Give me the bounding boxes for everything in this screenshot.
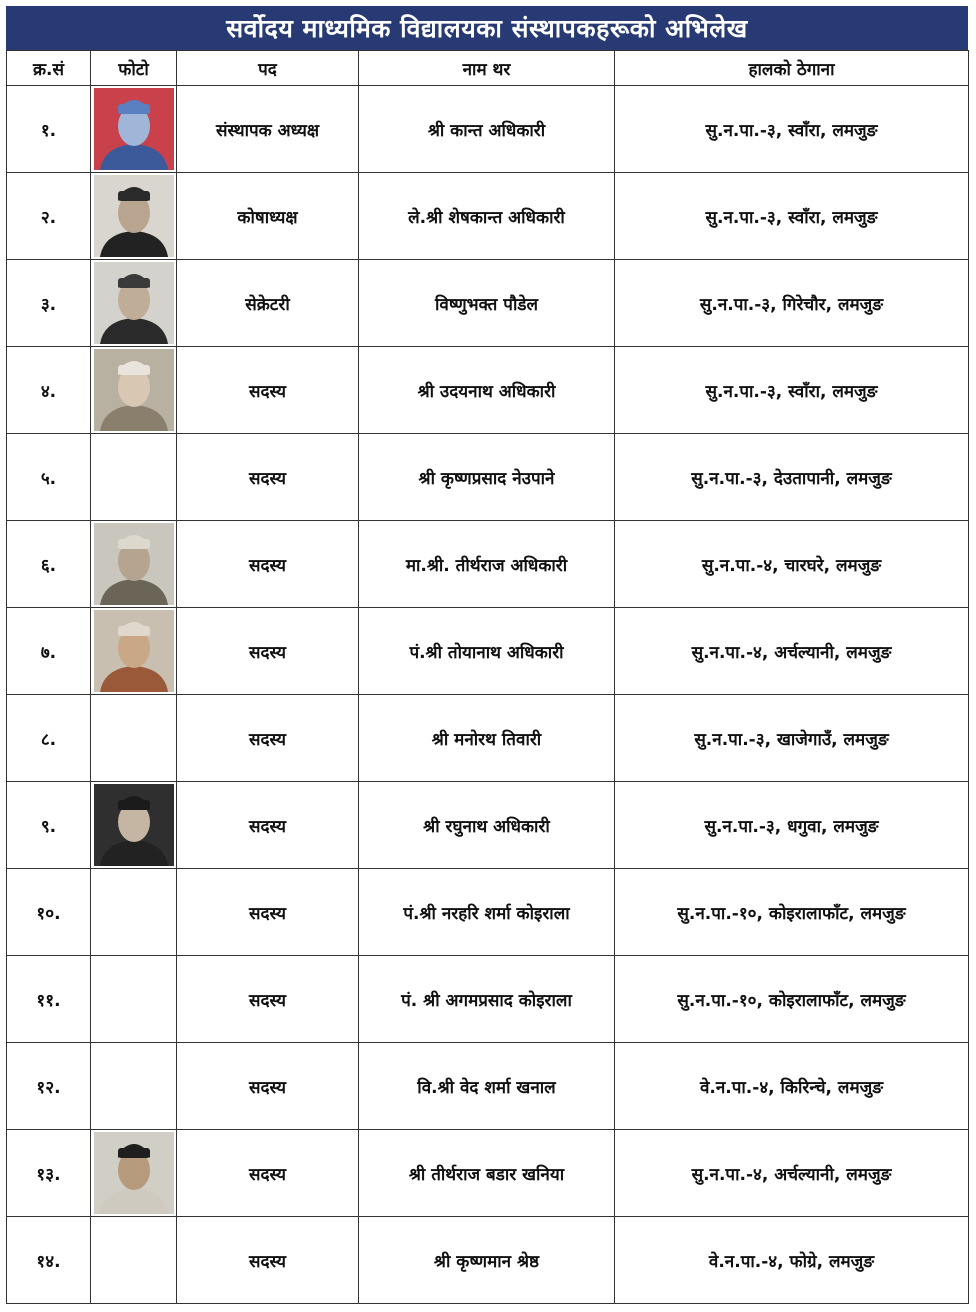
cell-address: सु.न.पा.-४, अर्चल्यानी, लमजुङ [615,608,969,695]
cell-address: सु.न.पा.-४, अर्चल्यानी, लमजुङ [615,1130,969,1217]
table-row [7,1043,969,1130]
cell-photo [91,1130,177,1217]
cell-sn: १०. [7,869,91,956]
cell-name: श्री तीर्थराज बडार खनिया [359,1130,615,1217]
cell-address: वे.न.पा.-४, फोग्रे, लमजुङ [615,1217,969,1304]
portrait-photo [94,175,174,257]
table-header-row [7,51,969,86]
header-address: हालको ठेगाना [615,51,969,86]
cell-name: श्री रघुनाथ अधिकारी [359,782,615,869]
cell-address: सु.न.पा.-३, स्वाँरा, लमजुङ [615,347,969,434]
document [6,6,968,1304]
cell-address: सु.न.पा.-३, देउतापानी, लमजुङ [615,434,969,521]
cell-post: सदस्य [177,608,359,695]
table-row [7,1130,969,1217]
header-sn: क्र.सं [7,51,91,86]
document-title: सर्वोदय माध्यमिक विद्यालयका संस्थापकहरूको अभिलेख [6,6,968,50]
cell-photo [91,521,177,608]
cell-name: श्री कृष्णप्रसाद नेउपाने [359,434,615,521]
cell-address: सु.न.पा.-१०, कोइरालाफाँट, लमजुङ [615,956,969,1043]
cell-sn: ४. [7,347,91,434]
table-row [7,173,969,260]
header-post: पद [177,51,359,86]
cell-sn: १४. [7,1217,91,1304]
cell-post: सदस्य [177,1130,359,1217]
portrait-photo [94,262,174,344]
cell-photo [91,608,177,695]
cell-photo [91,347,177,434]
cell-sn: १३. [7,1130,91,1217]
cell-address: सु.न.पा.-३, गिरेचौर, लमजुङ [615,260,969,347]
table-row [7,695,969,782]
cell-sn: ११. [7,956,91,1043]
cell-address: सु.न.पा.-३, स्वाँरा, लमजुङ [615,173,969,260]
cell-name: श्री कान्त अधिकारी [359,86,615,173]
cell-post: सदस्य [177,695,359,782]
cell-sn: ८. [7,695,91,782]
cell-name: श्री उदयनाथ अधिकारी [359,347,615,434]
cell-sn: ६. [7,521,91,608]
cell-photo [91,956,177,1043]
cell-photo [91,86,177,173]
cell-address: सु.न.पा.-१०, कोइरालाफाँट, लमजुङ [615,869,969,956]
table-row [7,608,969,695]
cell-post: सदस्य [177,1217,359,1304]
cell-photo [91,434,177,521]
cell-name: पं.श्री नरहरि शर्मा कोइराला [359,869,615,956]
table-row [7,869,969,956]
cell-address: सु.न.पा.-४, चारघरे, लमजुङ [615,521,969,608]
cell-post: सदस्य [177,347,359,434]
cell-name: विष्णुभक्त पौडेल [359,260,615,347]
cell-name: श्री कृष्णमान श्रेष्ठ [359,1217,615,1304]
cell-post: सदस्य [177,782,359,869]
cell-photo [91,869,177,956]
cell-photo [91,782,177,869]
table-row [7,260,969,347]
cell-sn: ५. [7,434,91,521]
cell-sn: ७. [7,608,91,695]
portrait-photo [94,88,174,170]
cell-post: सदस्य [177,1043,359,1130]
table-row [7,956,969,1043]
cell-sn: ९. [7,782,91,869]
cell-photo [91,695,177,782]
table-row [7,347,969,434]
cell-name: पं. श्री अगमप्रसाद कोइराला [359,956,615,1043]
header-name: नाम थर [359,51,615,86]
cell-name: मा.श्री. तीर्थराज अधिकारी [359,521,615,608]
portrait-photo [94,523,174,605]
cell-address: सु.न.पा.-३, स्वाँरा, लमजुङ [615,86,969,173]
portrait-photo [94,784,174,866]
cell-address: वे.न.पा.-४, किरिन्चे, लमजुङ [615,1043,969,1130]
cell-post: संस्थापक अध्यक्ष [177,86,359,173]
cell-sn: १. [7,86,91,173]
cell-photo [91,1043,177,1130]
cell-photo [91,173,177,260]
cell-post: सदस्य [177,869,359,956]
cell-post: सदस्य [177,956,359,1043]
cell-name: ले.श्री शेषकान्त अधिकारी [359,173,615,260]
header-photo: फोटो [91,51,177,86]
table-row [7,1217,969,1304]
cell-sn: ३. [7,260,91,347]
cell-address: सु.न.पा.-३, खाजेगाउँ, लमजुङ [615,695,969,782]
table-row [7,782,969,869]
portrait-photo [94,349,174,431]
table-row [7,86,969,173]
cell-name: वि.श्री वेद शर्मा खनाल [359,1043,615,1130]
cell-sn: २. [7,173,91,260]
cell-post: सदस्य [177,521,359,608]
table-row [7,521,969,608]
cell-photo [91,260,177,347]
table-row [7,434,969,521]
cell-post: सेक्रेटरी [177,260,359,347]
cell-sn: १२. [7,1043,91,1130]
cell-address: सु.न.पा.-३, धगुवा, लमजुङ [615,782,969,869]
cell-photo [91,1217,177,1304]
portrait-photo [94,1132,174,1214]
cell-name: श्री मनोरथ तिवारी [359,695,615,782]
cell-name: पं.श्री तोयानाथ अधिकारी [359,608,615,695]
founders-table [6,50,969,1304]
portrait-photo [94,610,174,692]
cell-post: सदस्य [177,434,359,521]
cell-post: कोषाध्यक्ष [177,173,359,260]
